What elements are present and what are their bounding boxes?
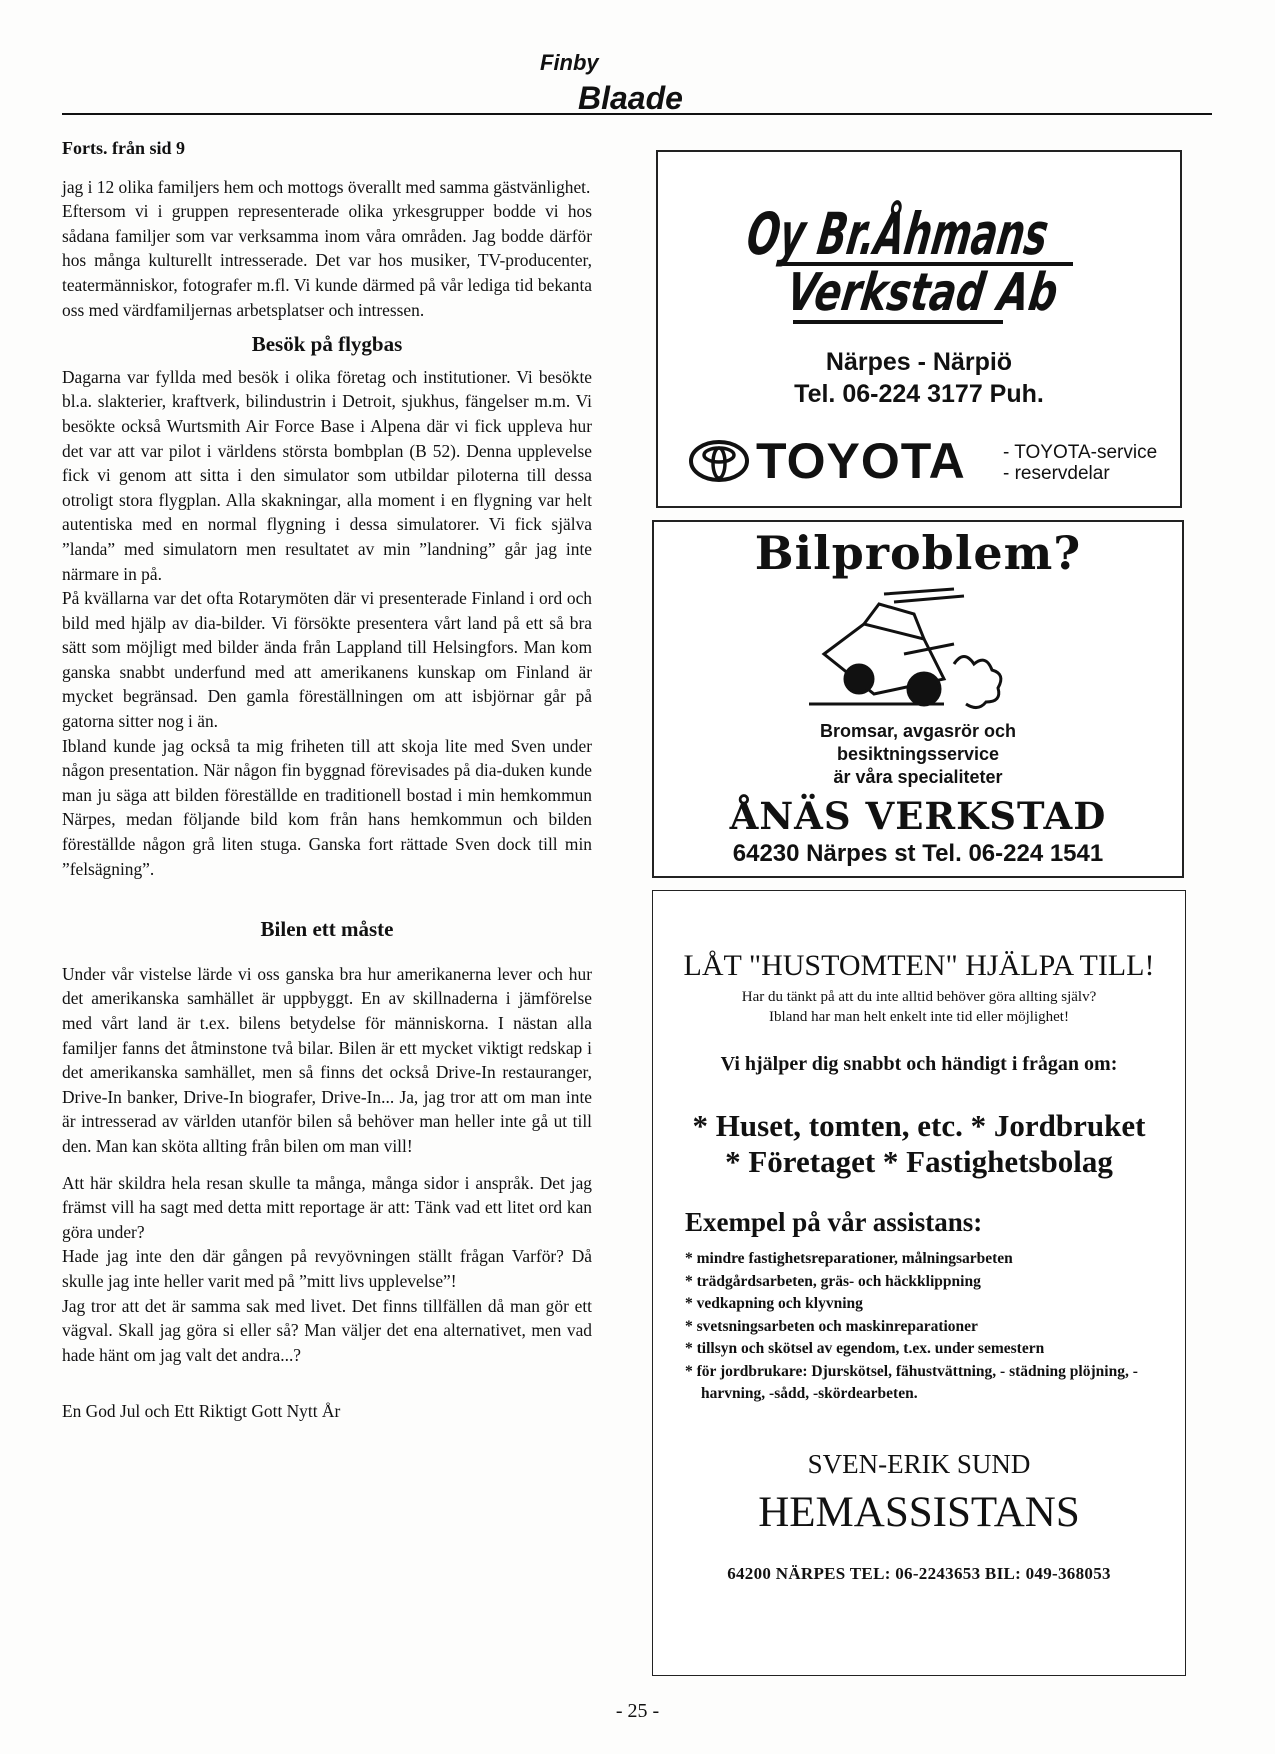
- header-rule: [62, 113, 1212, 115]
- ad-anas-verkstad: [652, 520, 1184, 878]
- article-paragraph: Jag tror att det är samma sak med livet. Det finns tillfällen då man gör ett vägval. Skall jag göra si eller så? Man väljer det ena alternativet, men vad hade hänt om jag valt det andra...?: [62, 1295, 592, 1365]
- ad-hemassistans: [652, 890, 1186, 1676]
- ahmans-location: Närpes - Närpiö: [825, 348, 1013, 376]
- section-heading: Bilen ett måste: [260, 917, 394, 942]
- toyota-wordmark: TOYOTA: [756, 433, 966, 489]
- service-areas: * Företaget * Fastighetsbolag: [725, 1144, 1113, 1179]
- anas-contact: 64230 Närpes st Tel. 06-224 1541: [732, 840, 1104, 867]
- examples-list: [685, 1248, 1165, 1406]
- article-paragraph: På kvällarna var det ofta Rotarymöten där vi presenterade Finland i ord och bild med hjälp av dia-bilder. Vi försökte presentera vårt land på ett så bra sätt som möjligt med bilder ända från Lappland till Helsingfors. Man kom ganska snabbt underfund med att amerikanens kunskap om Finland är mycket begränsad. Den gamla föreställningen om att isbjörnar går på gatorna sitter nog i än.: [62, 588, 592, 732]
- masthead-finby: Finby: [540, 50, 599, 75]
- anas-specialties: [654, 720, 1182, 789]
- bilproblem-headline: Bilproblem?: [754, 526, 1082, 580]
- section-heading: Besök på flygbas: [251, 332, 403, 357]
- list-item: * trädgårdsarbeten, gräs- och häckklippning: [685, 1272, 981, 1290]
- ahmans-logo-line2: Verkstad Ab: [783, 263, 1148, 323]
- closing-greeting: En God Jul och Ett Riktigt Gott Nytt År: [62, 1401, 341, 1422]
- ahmans-logo-line1: Oy Br.Åhmans: [742, 200, 1208, 268]
- crashing-car-illustration-icon: [804, 584, 1034, 714]
- list-item: * mindre fastighetsreparationer, målningsarbeten: [685, 1250, 1013, 1267]
- ahmans-logo: [742, 182, 1208, 342]
- owner-name: SVEN-ERIK SUND: [807, 1449, 1031, 1479]
- service-areas: * Huset, tomten, etc. * Jordbruket: [692, 1108, 1146, 1143]
- service-item: - reservdelar: [1003, 463, 1110, 484]
- ahmans-phone: Tel. 06-224 3177 Puh.: [794, 380, 1044, 408]
- list-item: * svetsningsarbeten och maskinreparationer: [685, 1317, 978, 1335]
- article-paragraph: Att här skildra hela resan skulle ta många, många sidor i anspråk. Det jag främst vill ha sagt med detta mitt reportage är att: Tänk vad ett litet ord kan göra under?: [62, 1172, 592, 1242]
- specialty-line: besiktningsservice: [836, 744, 1000, 764]
- specialty-line: Bromsar, avgasrör och: [819, 721, 1017, 741]
- article-column: [62, 136, 592, 1424]
- article-paragraph: Dagarna var fyllda med besök i olika företag och institutioner. Vi besökte bl.a. slakterier, kraftverk, bilindustrin i Detroit, sjukhus, fängelser m.m. Vi besökte också Wurtsmith Air Force Base i Alpena där vi fick uppleva hur det var att var pilot i världens största bombplan (B 52). Denna upplevelse fick vi genom att sitta i den simulator som utbildar piloterna till dessa otroligt stora flygplan. Alla skakningar, alla moment i en flygning var helt autentiska med en normal flygning i dessa simulatorer. Vi fick själva ”landa” med simulatorn men resultatet av min ”landning” går jag inte närmare in på.: [62, 366, 592, 584]
- hustomten-question: Ibland har man helt enkelt inte tid eller möjlighet!: [769, 1009, 1069, 1025]
- hustomten-question: Har du tänkt på att du inte alltid behöver göra allting själv?: [741, 989, 1097, 1005]
- hustomten-headline: LÅT "HUSTOMTEN" HJÄLPA TILL!: [683, 949, 1155, 982]
- toyota-emblem-icon: [688, 438, 750, 484]
- company-name: HEMASSISTANS: [758, 1489, 1080, 1536]
- company-contact: 64200 NÄRPES TEL: 06-2243653 BIL: 049-368053: [727, 1564, 1111, 1583]
- specialty-line: är våra specialiteter: [833, 767, 1003, 787]
- article-paragraph: Under vår vistelse lärde vi oss ganska bra hur amerikanerna lever och hur det amerikanska samhället är uppbyggt. En av skillnaderna i jämförelse med vårt land är t.ex. bilens betydelse för människorna. I nästan alla familjer fanns det åtminstone två bilar. Bilen är ett mycket viktigt redskap i det amerikanska samhället, men så finns det också Drive-In restauranger, Drive-In banker, Drive-In biografer, Drive-In... Ja, jag tror att om man inte är intresserad av världen utanför bilen så behöver man heller inte gå ut till den. Man kan sköta allting från bilen om man vill!: [62, 963, 592, 1156]
- service-item: - TOYOTA-service: [1003, 442, 1158, 463]
- ad-ahmans-verkstad: [656, 150, 1208, 508]
- help-intro: Vi hjälper dig snabbt och händigt i frågan om:: [720, 1053, 1118, 1075]
- masthead-blaade: Blaade: [578, 80, 683, 116]
- article-paragraph: Hade jag inte den där gången på revyövningen ställt frågan Varför? Då skulle jag inte heller varit med på ”mitt livs upplevelse”!: [62, 1246, 592, 1291]
- toyota-services: [1003, 442, 1157, 484]
- anas-company-name: ÅNÄS VERKSTAD: [729, 794, 1107, 838]
- page-number: - 25 -: [615, 1700, 660, 1722]
- article-paragraph: Eftersom vi i gruppen representerade olika yrkesgrupper bodde vi hos sådana familjer som var verksamma inom våra områden. Jag bodde därför hos många kulturellt intresserade. Det var hos musiker, TV-producenter, teatermänniskor, fotografer m.fl. Vi kunde därmed på vår lediga tid bekanta oss med värdfamiljernas arbetsplatser och intressen.: [62, 201, 592, 320]
- article-paragraph: jag i 12 olika familjers hem och mottogs överallt med samma gästvänlighet.: [62, 176, 591, 197]
- list-item: * vedkapning och klyvning: [685, 1295, 863, 1312]
- article-paragraph: Ibland kunde jag också ta mig friheten till att skoja lite med Sven under någon presentation. När någon fin byggnad förevisades på dia-duken kunde man ju säga att bilden föreställde en traditionell bostad i min hemkommun Närpes, medan följande bild kom från hans hemkommun och bilden föreställde någon grå liten stuga. Ganska fort rättade Sven dock till min ”felsägning”.: [62, 735, 592, 879]
- list-item: * tillsyn och skötsel av egendom, t.ex. under semestern: [685, 1340, 1045, 1357]
- examples-heading: Exempel på vår assistans:: [685, 1207, 983, 1237]
- continuation-note: Forts. från sid 9: [62, 138, 185, 158]
- list-item: * för jordbrukare: Djurskötsel, fähustvättning, - städning plöjning, -harvning, -sådd, -skördearbeten.: [685, 1362, 1138, 1402]
